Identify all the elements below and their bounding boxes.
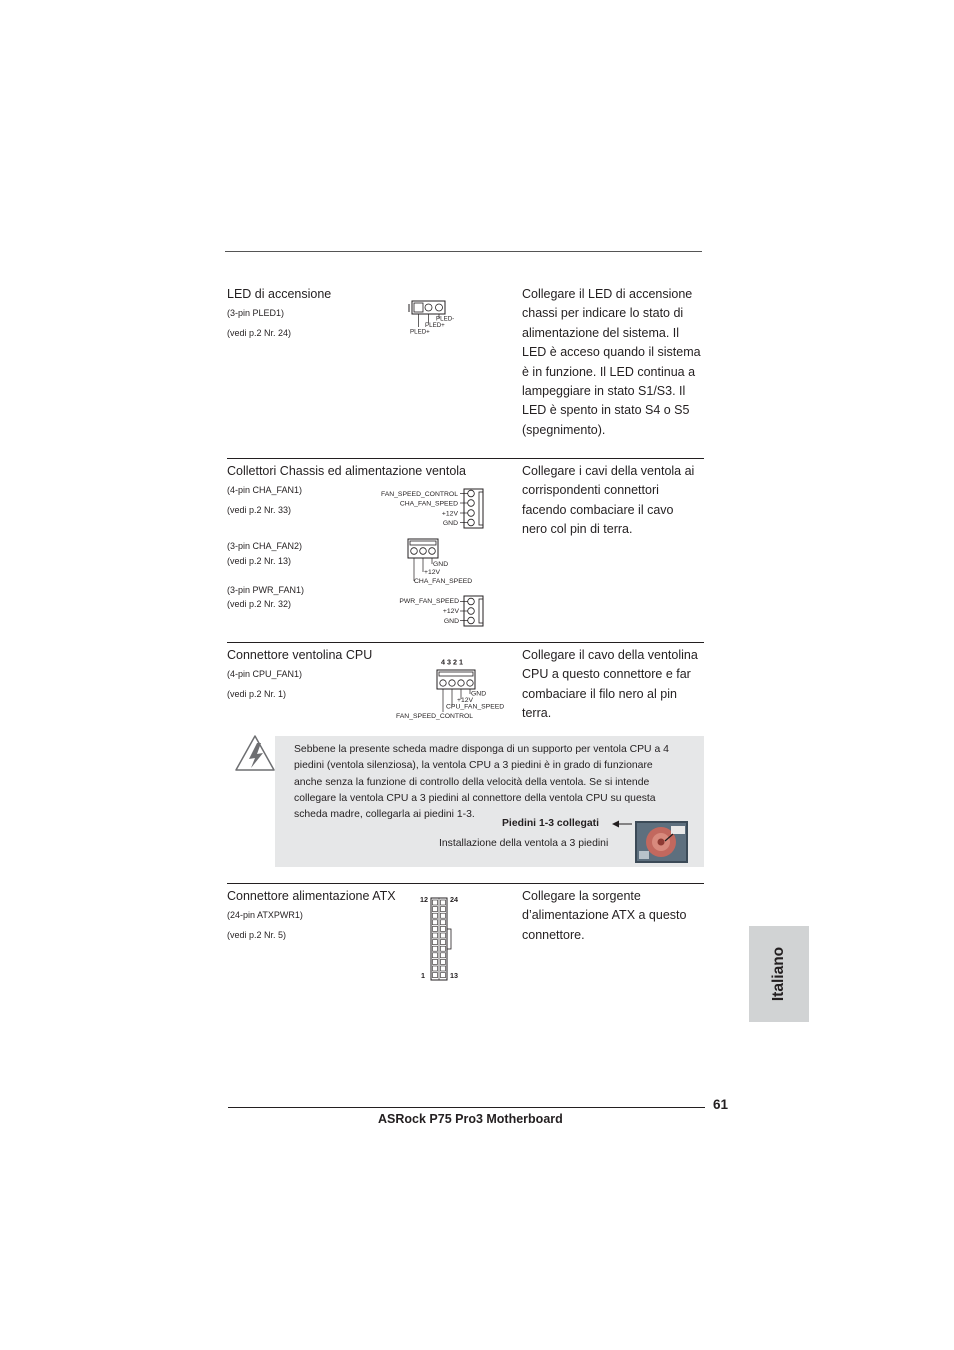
desc-line: d’alimentazione ATX a questo	[522, 908, 687, 923]
atx-pin-12: 12	[420, 895, 428, 904]
desc-line: CPU a questo connettore e far	[522, 667, 691, 682]
desc-line: terra.	[522, 706, 552, 721]
footer-model: ASRock P75 Pro3 Motherboard	[378, 1112, 563, 1126]
note-text	[294, 742, 704, 823]
atx-pin-13: 13	[450, 971, 458, 980]
desc-line: (spegnimento).	[522, 422, 606, 437]
atx-pin: (24-pin ATXPWR1)	[227, 910, 303, 920]
pled-label-1: PLED-	[436, 315, 455, 323]
cpu-label-control: FAN_SPEED_CONTROL	[396, 713, 474, 720]
cha1-label-gnd: GND	[442, 520, 458, 527]
desc-line: Collegare il cavo della ventolina	[522, 648, 698, 662]
cha1-label-control: FAN_SPEED_CONTROL	[380, 491, 458, 498]
fans-title: Collettori Chassis ed alimentazione ventola	[227, 464, 467, 478]
cpu-title: Connettore ventolina CPU	[227, 648, 373, 662]
cha2-ref: (vedi p.2 Nr. 13)	[227, 556, 292, 566]
note-line: Sebbene la presente scheda madre disponga di un supporto per ventola CPU a 4	[294, 744, 669, 755]
cha1-ref: (vedi p.2 Nr. 33)	[227, 505, 292, 515]
desc-line: corrispondenti connettori	[522, 483, 659, 498]
pled-connector-diagram	[400, 296, 470, 338]
desc-line: Collegare la sorgente	[522, 889, 641, 903]
cha1-label-12v: +12V	[441, 510, 458, 518]
section-divider	[227, 642, 704, 643]
pwr1-label-speed: PWR_FAN_SPEED	[399, 598, 459, 605]
cpu-ref: (vedi p.2 Nr. 1)	[227, 689, 287, 699]
cpu-fan-diagram	[390, 654, 515, 722]
cpu-pin-numbers: 4 3 2 1	[441, 657, 463, 667]
pwr1-label-12v: +12V	[442, 608, 459, 615]
atx-description	[522, 887, 708, 945]
page-number: 61	[713, 1097, 729, 1112]
cpu-pin: (4-pin CPU_FAN1)	[227, 669, 303, 679]
cha-fan2-diagram	[404, 536, 484, 588]
pled-pin: (3-pin PLED1)	[227, 308, 285, 318]
cha2-label-12v: +12V	[424, 569, 441, 576]
arrow-left-icon	[611, 819, 633, 829]
pwr-fan1-diagram	[380, 592, 490, 628]
language-tab	[749, 926, 809, 1022]
cpu-label-12v: +12V	[457, 697, 474, 704]
desc-line: connettore.	[522, 927, 585, 942]
cha1-pin: (4-pin CHA_FAN1)	[227, 485, 303, 495]
desc-line: facendo combaciare il cavo	[522, 502, 674, 517]
atx-connector-diagram	[415, 891, 465, 983]
atx-ref: (vedi p.2 Nr. 5)	[227, 930, 287, 940]
desc-line: Collegare i cavi della ventola ai	[522, 464, 695, 478]
note-caption: Installazione della ventola a 3 piedini	[439, 838, 609, 849]
note-line: anche senza la funzione di controllo della velocità della ventola. Se si intende	[294, 776, 650, 788]
language-tab-label: Italiano	[770, 946, 787, 1002]
pled-label-2: PLED+	[425, 322, 445, 329]
pins-connected-label: Piedini 1-3 collegati	[502, 818, 600, 829]
cpu-description	[522, 646, 708, 724]
atx-pin-1: 1	[421, 971, 425, 980]
cpu-label-gnd: GND	[471, 690, 487, 698]
cha2-label-speed: CHA_FAN_SPEED	[414, 578, 473, 585]
header-rule	[225, 251, 702, 252]
desc-line: lampeggiare in stato S1/S3. Il	[522, 384, 686, 399]
pled-title: LED di accensione	[227, 287, 332, 301]
note-line: collegare la ventola CPU a 3 piedini al connettore della ventola CPU su questa	[294, 792, 656, 804]
pled-ref: (vedi p.2 Nr. 24)	[227, 328, 292, 338]
section-divider	[227, 458, 704, 459]
pled-label-3: PLED+	[410, 328, 430, 336]
note-line: piedini (ventola silenziosa), la ventola CPU a 3 piedini è in grado di funzionare	[294, 760, 653, 772]
desc-line: LED è spento in stato S4 o S5	[522, 403, 690, 418]
fan-install-photo	[635, 821, 688, 863]
desc-line: nero col pin di terra.	[522, 522, 633, 537]
cha2-label-gnd: GND	[433, 561, 449, 568]
pled-description	[522, 285, 708, 440]
footer-rule	[228, 1107, 705, 1108]
cha1-label-speed: CHA_FAN_SPEED	[399, 500, 458, 508]
section-divider	[227, 883, 704, 884]
warning-icon	[233, 732, 277, 774]
pwr1-label-gnd: GND	[443, 618, 459, 625]
note-line: scheda madre, collegarla ai piedini 1-3.	[294, 809, 475, 821]
atx-pin-24: 24	[450, 895, 458, 904]
desc-line: Collegare il LED di accensione	[522, 287, 693, 301]
desc-line: chassi per indicare lo stato di	[522, 306, 684, 321]
desc-line: LED è acceso quando il sistema	[522, 345, 701, 360]
fans-description	[522, 462, 708, 540]
pwr1-ref: (vedi p.2 Nr. 32)	[227, 599, 292, 609]
pwr1-pin: (3-pin PWR_FAN1)	[227, 585, 305, 595]
desc-line: alimentazione del sistema. Il	[522, 325, 680, 340]
cpu-label-speed: CPU_FAN_SPEED	[446, 703, 505, 711]
cha-fan1-diagram	[360, 485, 490, 531]
desc-line: combaciare il filo nero al pin	[522, 686, 677, 701]
cha2-pin: (3-pin CHA_FAN2)	[227, 541, 303, 551]
desc-line: è in funzione. Il LED continua a	[522, 364, 696, 379]
atx-title: Connettore alimentazione ATX	[227, 889, 396, 903]
